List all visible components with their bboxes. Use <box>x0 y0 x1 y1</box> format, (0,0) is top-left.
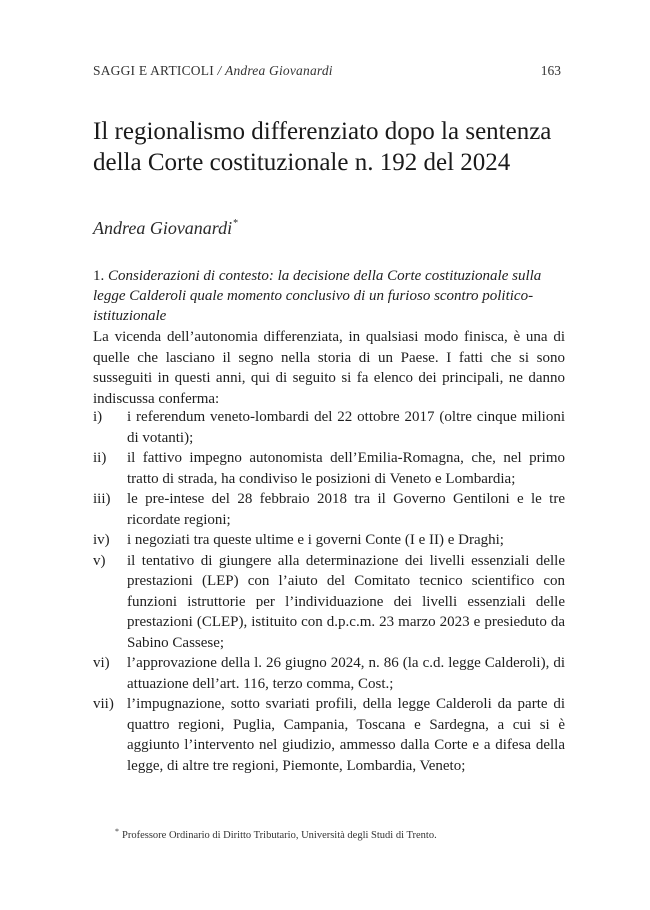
list-item-text: le pre-intese del 28 febbraio 2018 tra il Governo Gentiloni e le tre ricordate regioni; <box>127 491 565 528</box>
list-item <box>93 407 565 448</box>
list-item <box>93 694 565 776</box>
list-item <box>93 530 565 551</box>
footnote-mark: * <box>115 827 119 836</box>
running-header-separator: / <box>217 63 222 78</box>
body-paragraph: La vicenda dell’autonomia differenziata, in qualsiasi modo finisca, è una di quelle che lasciano il segno nella storia di un Paese. I fatti che si sono susseguiti in questi anni, qui di seguito si fa elenco dei principali, ne danno indiscussa conferma: <box>93 329 565 407</box>
section-number: 1. <box>93 268 105 284</box>
list-item-text: il fattivo impegno autonomista dell’Emilia-Romagna, che, nel primo tratto di strada, ha condiviso le posizioni di Veneto e Lombardia; <box>127 450 565 487</box>
list-item-marker: v) <box>93 552 106 569</box>
list-item-text: l’approvazione della l. 26 giugno 2024, n. 86 (la c.d. legge Calderoli), di attuazione dell’art. 116, terzo comma, Cost.; <box>127 655 565 692</box>
list-item-text: i negoziati tra queste ultime e i governi Conte (I e II) e Draghi; <box>127 532 504 548</box>
footnote-reference: * <box>233 218 239 229</box>
page-number: 163 <box>540 63 561 78</box>
list-item <box>93 653 565 694</box>
events-list <box>93 407 565 776</box>
article-byline <box>93 218 238 239</box>
article-title: Il regionalismo differenziato dopo la sentenza della Corte costituzionale n. 192 del 2024 <box>93 118 552 176</box>
running-header <box>93 63 333 79</box>
list-item-marker: iii) <box>93 491 111 507</box>
list-item <box>93 448 565 489</box>
list-item-marker: i) <box>93 409 103 425</box>
list-item-text: l’impugnazione, sotto svariati profili, della legge Calderoli da parte di quattro regioni, Puglia, Campania, Toscana e Sardegna, a cui si è aggiunto l’intervento nel giudizio, ammesso dalla Corte e a difesa della legge, di altre tre regioni, Piemonte, Lombardia, Veneto; <box>127 696 565 774</box>
section-heading <box>93 266 565 326</box>
list-item-marker: vii) <box>93 696 114 712</box>
list-item-marker: iv) <box>93 532 110 548</box>
running-header-section: SAGGI E ARTICOLI <box>93 63 214 78</box>
list-item <box>93 489 565 530</box>
section-heading-text: Considerazioni di contesto: la decisione della Corte costituzionale sulla legge Calderoli quale momento conclusivo di un furioso scontro politico-istituzionale <box>93 268 542 324</box>
footnote <box>115 827 437 841</box>
footnote-text: Professore Ordinario di Diritto Tributario, Università degli Studi di Trento. <box>122 830 437 841</box>
running-header-author: Andrea Giovanardi <box>225 63 333 78</box>
list-item-text: il tentativo di giungere alla determinazione dei livelli essenziali delle prestazioni (LEP) con l’aiuto del Comitato tecnico scientifico con funzioni istruttorie per l’individuazione dei livelli essenziali delle prestazioni (CLEP), istituito con d.p.c.m. 23 marzo 2023 e presieduto da Sabino Cassese; <box>127 552 565 651</box>
list-item <box>93 551 565 654</box>
author-name: Andrea Giovanardi <box>93 218 233 238</box>
list-item-text: i referendum veneto-lombardi del 22 ottobre 2017 (oltre cinque milioni di votanti); <box>127 409 565 446</box>
list-item-marker: ii) <box>93 450 107 466</box>
list-item-marker: vi) <box>93 655 110 671</box>
